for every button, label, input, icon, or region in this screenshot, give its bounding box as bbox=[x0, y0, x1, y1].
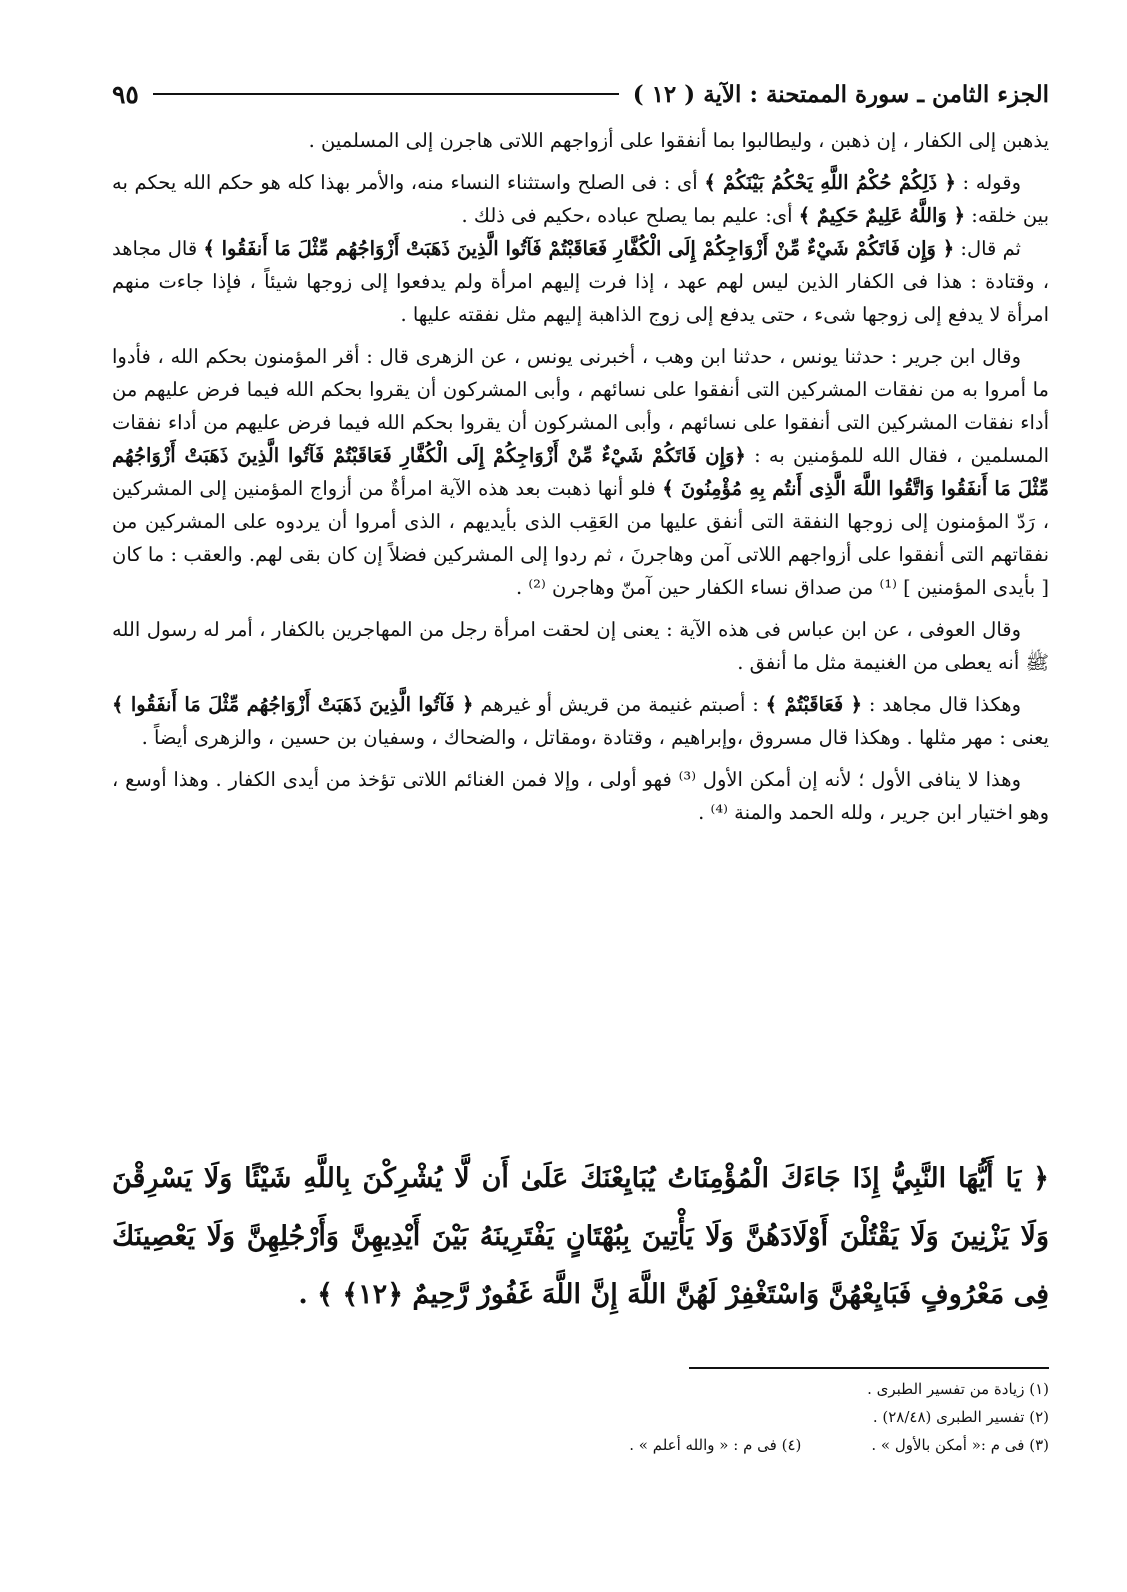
paragraph-6-text: وهكذا قال مجاهد : bbox=[862, 693, 1021, 716]
quran-quote: ﴿ فَعَاقَبْتُمْ ﴾ bbox=[765, 693, 863, 716]
footnote-1: (١) زيادة من تفسير الطبرى . bbox=[867, 1380, 1049, 1398]
header-rule bbox=[153, 93, 619, 95]
footnote-row bbox=[112, 1431, 1049, 1459]
commentary-body bbox=[112, 124, 1049, 829]
header-title: الجزء الثامن ـ سورة الممتحنة : الآية ( ١٢ ) bbox=[632, 80, 1049, 108]
paragraph-6-text: يعنى : مهر مثلها . وهكذا قال مسروق ،وإبراهيم ، وقتادة ،ومقاتل ، والضحاك ، وسفيان بن حسين ، والزهرى أيضاً . bbox=[141, 726, 1049, 749]
paragraph-4-text: فلو أنها ذهبت بعد هذه الآية امرأةٌ من أزواج المؤمنين إلى المشركين ، رَدّ المؤمنون إلى زوجها النفقة التى أنفق عليها من العَقِب الذى بأيديهم ، الذى أمروا أن يردوه على المشركين من نفقاتهم التى أنفقوا على أزواجهم اللاتى آمن وهاجرنَ ، ثم ردوا إلى المشركين فضلاً إن كان بقى لهم. والعقب : ما كان [ بأيدى المؤمنين ] ⁽¹⁾ من صداق نساء الكفار حين آمنّ وهاجرن ⁽²⁾ . bbox=[112, 477, 1049, 599]
paragraph-5: وقال العوفى ، عن ابن عباس فى هذه الآية : يعنى إن لحقت امرأة رجل من المهاجرين بالكفار ، أمر له رسول الله ﷺ أنه يعطى من الغنيمة مثل ما أنفق . bbox=[112, 618, 1049, 674]
paragraph-6 bbox=[112, 688, 1049, 754]
footnote-2: (٢) تفسير الطبرى (٢٨/٤٨) . bbox=[872, 1408, 1049, 1426]
paragraph-4 bbox=[112, 340, 1049, 604]
paragraph-3 bbox=[112, 232, 1049, 331]
page-number: ٩٥ bbox=[112, 79, 139, 109]
quran-quote: ﴿ وَإِن فَاتَكُمْ شَيْءٌ مِّنْ أَزْوَاجِكُمْ إِلَى الْكُفَّارِ فَعَاقَبْتُمْ فَآتُوا الَّذِينَ ذَهَبَتْ أَزْوَاجُهُم مِّثْلَ مَا أَنفَقُوا ﴾ bbox=[203, 237, 955, 260]
paragraph-3-text: ثم قال: bbox=[954, 237, 1021, 260]
footnote-rule bbox=[689, 1367, 1049, 1369]
paragraph-6-text: : أصبتم غنيمة من قريش أو غيرهم bbox=[473, 693, 766, 716]
paragraph-4-text: وقال ابن جرير : حدثنا يونس ، حدثنا ابن وهب ، أخبرنى يونس ، عن الزهرى قال : أقر المؤمنون بحكم الله ، فأدوا ما أمروا به من نفقات المشركين التى أنفقوا على نسائهم ، وأبى المشركون أن يقروا بحكم الله فيما فرض عليهم من أداء نفقات المشركين التى أنفقوا على نسائهم ، وأبى المشركون أن يقروا بحكم الله فيما فرض عليهم من أداء نفقات المسلمين ، فقال الله للمؤمنين به : bbox=[112, 345, 1049, 467]
quran-quote: ﴿وَإِن فَاتَكُمْ شَيْءٌ مِّنْ أَزْوَاجِكُمْ إِلَى الْكُفَّارِ فَعَاقَبْتُمْ فَآتُوا الَّذِينَ ذَهَبَتْ أَزْوَاجُهُم مِّثْلَ مَا أَنفَقُوا وَاتَّقُوا اللَّهَ الَّذِى أَنتُم بِهِ مُؤْمِنُونَ ﴾ bbox=[112, 444, 1049, 500]
paragraph-7: وهذا لا ينافى الأول ؛ لأنه إن أمكن الأول ⁽³⁾ فهو أولى ، وإلا فمن الغنائم اللاتى تؤخذ من أيدى الكفار . وهذا أوسع ، وهو اختيار ابن جرير ، ولله الحمد والمنة ⁽⁴⁾ . bbox=[112, 768, 1049, 824]
footnotes bbox=[112, 1375, 1049, 1459]
quran-quote: ﴿ وَاللَّهُ عَلِيمٌ حَكِيمٌ ﴾ bbox=[798, 204, 966, 227]
footnote-4: (٤) فى م : « والله أعلم » . bbox=[629, 1436, 802, 1454]
paragraph-2 bbox=[112, 166, 1049, 232]
paragraph-2-text: أى: عليم بما يصلح عباده ،حكيم فى ذلك . bbox=[461, 204, 799, 227]
footnote-3: (٣) فى م :« أمكن بالأول » . bbox=[871, 1436, 1049, 1454]
paragraph-1: يذهبن إلى الكفار ، إن ذهبن ، وليطالبوا بما أنفقوا على أزواجهم اللاتى هاجرن إلى المسلمين . bbox=[308, 129, 1049, 152]
quran-quote: ﴿ فَآتُوا الَّذِينَ ذَهَبَتْ أَزْوَاجُهُم مِّثْلَ مَا أَنفَقُوا ﴾ bbox=[112, 693, 474, 716]
quran-quote: ﴿ ذَلِكُمْ حُكْمُ اللَّهِ يَحْكُمُ بَيْنَكُمْ ﴾ bbox=[704, 171, 956, 194]
paragraph-2-text: وقوله : bbox=[955, 171, 1021, 194]
paragraph-2-text: أى : فى الصلح واستثناء النساء منه، والأمر بهذا كله هو حكم الله يحكم به بين خلقه: bbox=[112, 171, 1049, 227]
paragraph-3-text: قال مجاهد ، وقتادة : هذا فى الكفار الذين ليس لهم عهد ، إذا فرت إليهم امرأة ولم يدفعوا إلى زوجها شيئاً ، فإذا جاءت منهم امرأة لا يدفع إلى زوجها شىء ، حتى يدفع إلى زوج الذاهبة إليهم مثل نفقته عليها . bbox=[112, 237, 1049, 326]
verse-12: ﴿ يَا أَيُّهَا النَّبِيُّ إِذَا جَاءَكَ الْمُؤْمِنَاتُ يُبَايِعْنَكَ عَلَىٰ أَن لَّا يُشْرِكْنَ بِاللَّهِ شَيْئًا وَلَا يَسْرِقْنَ وَلَا يَزْنِينَ وَلَا يَقْتُلْنَ أَوْلَادَهُنَّ وَلَا يَأْتِينَ بِبُهْتَانٍ يَفْتَرِينَهُ بَيْنَ أَيْدِيهِنَّ وَأَرْجُلِهِنَّ وَلَا يَعْصِينَكَ فِى مَعْرُوفٍ فَبَايِعْهُنَّ وَاسْتَغْفِرْ لَهُنَّ اللَّهَ إِنَّ اللَّهَ غَفُورٌ رَّحِيمٌ ﴿١٢﴾ ﴾ . bbox=[112, 1163, 1049, 1310]
running-header bbox=[112, 74, 1049, 114]
